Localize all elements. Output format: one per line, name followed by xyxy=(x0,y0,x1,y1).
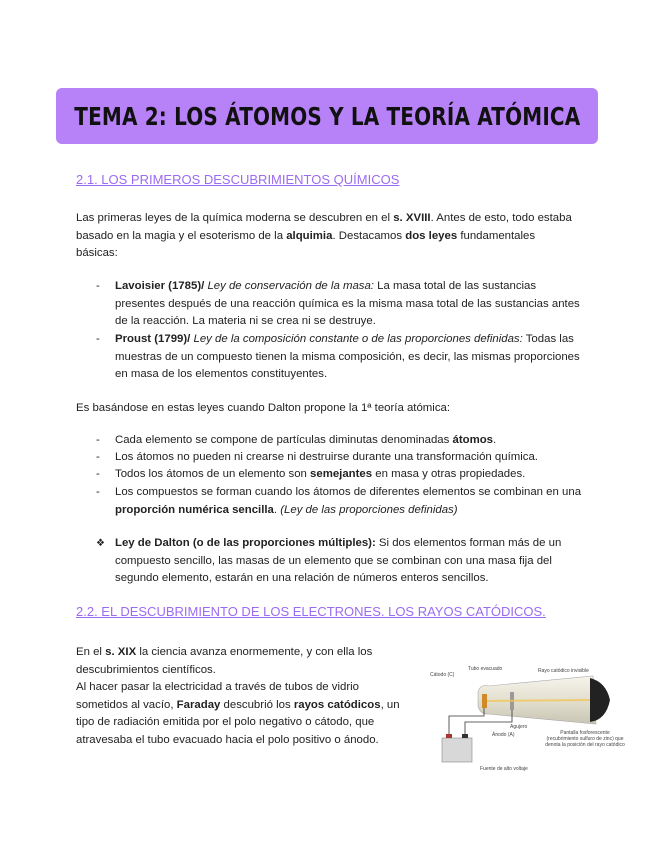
dalton-intro: Es basándose en estas leyes cuando Dalton propone la 1ª teoría atómica: xyxy=(76,402,451,414)
section-heading-1: 2.1. LOS PRIMEROS DESCUBRIMIENTOS QUÍMICOS xyxy=(76,172,400,187)
section2-paragraph-1: En el s. XIX la ciencia avanza enormemente, y con ella los descubrimientos científicos. xyxy=(76,646,373,676)
source-terminal-pos xyxy=(462,734,468,738)
list-bullet: - xyxy=(96,333,100,345)
list-bullet: - xyxy=(96,486,100,498)
wire-cathode xyxy=(449,708,484,734)
dalton-point: Los átomos no pueden ni crearse ni destruirse durante una transformación química. xyxy=(115,451,538,463)
source-terminal-neg xyxy=(446,734,452,738)
list-bullet: - xyxy=(96,280,100,292)
dalton-point: Todos los átomos de un elemento son semejantes en masa y otras propiedades. xyxy=(115,468,526,480)
phosphor-screen xyxy=(590,678,610,722)
title-banner xyxy=(56,88,598,144)
dalton-point: Los compuestos se forman cuando los átomos de diferentes elementos se combinan en una proporción numérica sencilla. (Ley de las proporciones definidas) xyxy=(115,486,582,516)
list-bullet: - xyxy=(96,434,100,446)
label-anode: Ánodo (A) xyxy=(492,732,515,738)
label-vacuum-tube: Tubo evacuado xyxy=(468,666,503,672)
cathode-ray xyxy=(487,700,596,701)
dalton-law: Ley de Dalton (o de las proporciones múltiples): Si dos elementos forman más de un compuesto sencillo, las masas de un elemento que se combinan con una masa fija del segundo elemento, estarán en una relación de números enteros sencillos. xyxy=(115,537,562,584)
label-hole: Agujero xyxy=(510,724,528,730)
intro-paragraph: Las primeras leyes de la química moderna se descubren en el s. XVIII. Antes de esto, todo estaba basado en la magia y el esoterismo de la alquimia. Destacamos dos leyes fundamentales básicas: xyxy=(76,212,572,259)
law-item-proust: Proust (1799)/ Ley de la composición constante o de las proporciones definidas: Todas las muestras de un compuesto tienen la misma composición, es decir, las mismas proporciones en masa de los elementos constituyentes. xyxy=(115,333,580,380)
label-screen: Pantalla fosforescente (recubrimiento sulfuro de zinc) que denota la posición del rayo catódico xyxy=(545,730,625,748)
label-cathode: Cátodo (C) xyxy=(430,672,455,678)
law-item-lavoisier: Lavoisier (1785)/ Ley de conservación de la masa: La masa total de las sustancias presentes después de una reacción química es la misma masa total de las sustancias antes de la reacción. La materia ni se crea ni se destruye. xyxy=(115,280,580,327)
voltage-source xyxy=(442,738,472,762)
diamond-bullet-icon: ❖ xyxy=(96,538,105,549)
page-title: TEMA 2: LOS ÁTOMOS Y LA TEORÍA ATÓMICA xyxy=(73,101,581,131)
list-bullet: - xyxy=(96,468,100,480)
cathode-electrode xyxy=(482,694,487,708)
dalton-point: Cada elemento se compone de partículas diminutas denominadas átomos. xyxy=(115,434,497,446)
section-heading-2: 2.2. EL DESCUBRIMIENTO DE LOS ELECTRONES. LOS RAYOS CATÓDICOS. xyxy=(76,604,546,619)
section2-paragraph-2: Al hacer pasar la electricidad a través de tubos de vidrio sometidos al vacío, Faraday descubrió los rayos catódicos, un tipo de radiación emitida por el polo negativo o cátodo, que atravesaba el tubo evacuado hacia el polo positivo o ánodo. xyxy=(76,681,400,746)
list-bullet: - xyxy=(96,451,100,463)
label-cathode-ray: Rayo catódico invisible xyxy=(538,668,589,674)
cathode-ray-tube-diagram xyxy=(418,664,628,774)
label-voltage-source: Fuente de alto voltaje xyxy=(480,766,528,772)
